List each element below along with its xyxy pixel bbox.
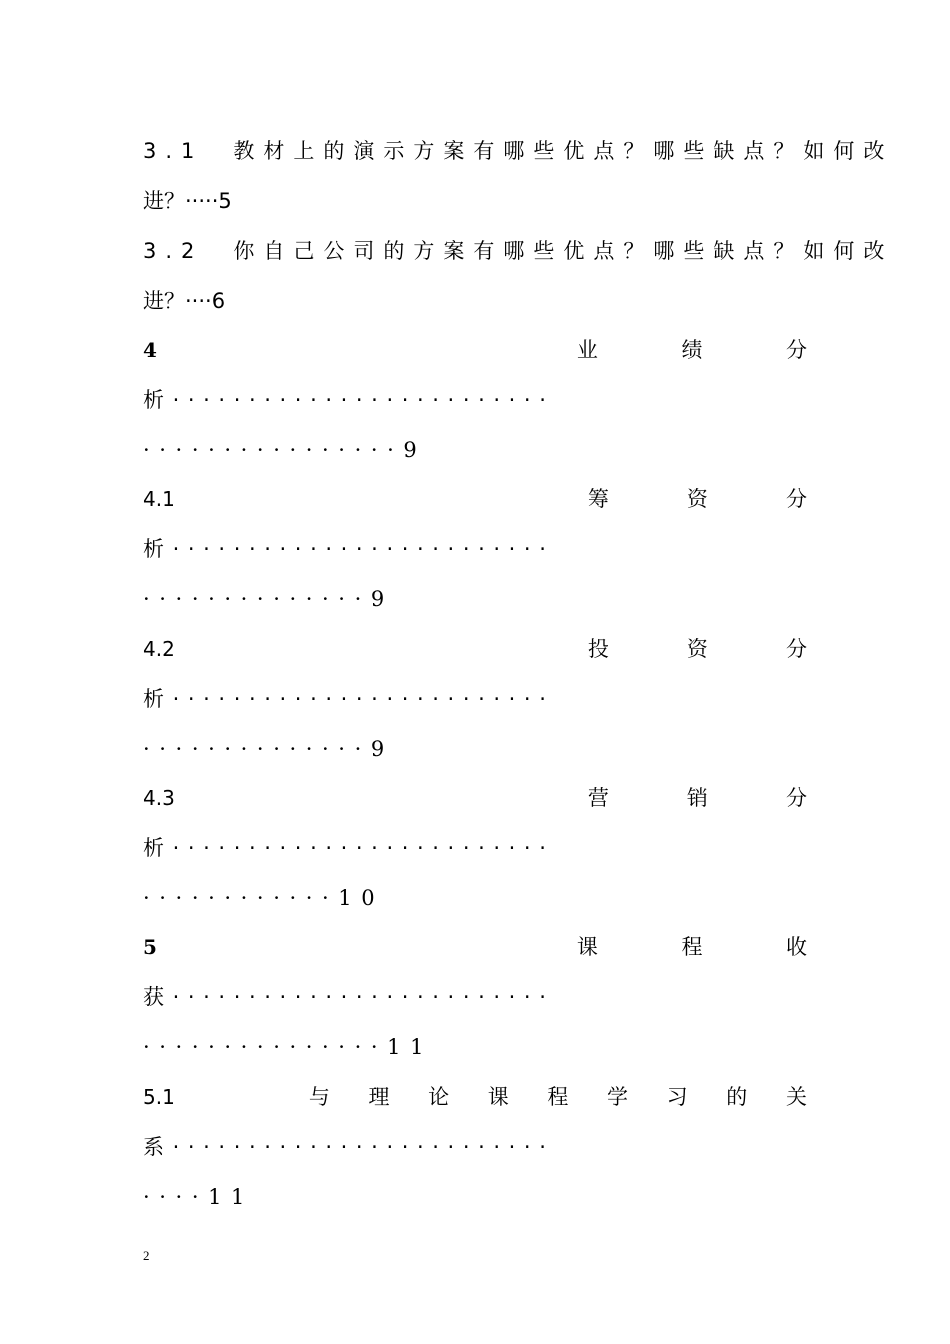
toc-entry-heading bbox=[143, 325, 807, 375]
toc-entry-number: 5 bbox=[143, 935, 157, 959]
leader-page-number: ····11 bbox=[143, 1185, 255, 1209]
toc-entry-heading bbox=[143, 773, 807, 823]
toc-entry-number: 4 bbox=[143, 338, 157, 362]
toc-entry-heading bbox=[143, 624, 807, 674]
title-char: 理 bbox=[368, 1085, 390, 1109]
toc-entry-page-line bbox=[143, 425, 807, 475]
title-char: 营 bbox=[587, 786, 609, 810]
toc-entry-title bbox=[309, 1072, 807, 1122]
toc-entry-page-line bbox=[143, 1172, 807, 1222]
page-number: 2 bbox=[143, 1248, 150, 1263]
leader-page-number: ···············11 bbox=[143, 1035, 434, 1059]
toc-entry-page-line bbox=[143, 873, 807, 923]
title-char: 课 bbox=[487, 1085, 509, 1109]
title-char: 资 bbox=[686, 637, 708, 661]
leader-text: 析························· bbox=[143, 388, 555, 412]
leader-text: 析························· bbox=[143, 836, 555, 860]
title-char: 收 bbox=[785, 935, 807, 959]
toc-entry-heading bbox=[143, 922, 807, 972]
title-char: 资 bbox=[686, 487, 708, 511]
toc-entry-continuation: 进？····6 bbox=[143, 289, 226, 313]
toc-entry-heading bbox=[143, 1072, 807, 1122]
toc-entry-number: 4.3 bbox=[143, 786, 175, 810]
title-char: 分 bbox=[785, 338, 807, 362]
title-char: 关 bbox=[785, 1085, 807, 1109]
toc-entry-page-line bbox=[143, 724, 807, 774]
toc-entry-4-2[interactable] bbox=[143, 624, 807, 774]
toc-entry-leader bbox=[143, 972, 807, 1022]
title-char: 绩 bbox=[681, 338, 703, 362]
title-char: 分 bbox=[786, 637, 807, 661]
toc-entry-3-2[interactable] bbox=[143, 226, 894, 326]
toc-entry-leader bbox=[143, 1122, 807, 1172]
toc-entry-text: 3.2 你自己公司的方案有哪些优点？哪些缺点？如何改 bbox=[143, 239, 894, 263]
leader-text: 获························· bbox=[143, 985, 555, 1009]
title-char: 习 bbox=[666, 1085, 688, 1109]
title-char: 论 bbox=[428, 1085, 450, 1109]
title-char: 程 bbox=[547, 1085, 569, 1109]
toc-entry-4-1[interactable] bbox=[143, 474, 807, 624]
leader-page-number: ················9 bbox=[143, 438, 427, 462]
title-char: 学 bbox=[607, 1085, 629, 1109]
toc-entry-number: 4.2 bbox=[143, 637, 175, 661]
toc-entry-4-3[interactable] bbox=[143, 773, 807, 923]
toc-entry-page-line bbox=[143, 1022, 807, 1072]
leader-text: 析························· bbox=[143, 537, 555, 561]
toc-entry-title bbox=[577, 922, 807, 972]
toc-entry-heading bbox=[143, 474, 807, 524]
toc-entry-number: 4.1 bbox=[143, 487, 175, 511]
title-char: 的 bbox=[726, 1085, 748, 1109]
title-char: 业 bbox=[576, 338, 598, 362]
leader-page-number: ··············9 bbox=[143, 587, 394, 611]
title-char: 分 bbox=[786, 487, 807, 511]
title-char: 筹 bbox=[587, 487, 609, 511]
toc-entry-4[interactable] bbox=[143, 325, 807, 475]
toc-entry-title bbox=[588, 474, 807, 524]
toc-entry-title bbox=[588, 773, 807, 823]
title-char: 程 bbox=[681, 935, 703, 959]
toc-entry-number: 5.1 bbox=[143, 1085, 175, 1109]
leader-text: 系························· bbox=[143, 1135, 555, 1159]
title-char: 与 bbox=[308, 1085, 330, 1109]
toc-entry-leader bbox=[143, 823, 807, 873]
toc-entry-5-1[interactable] bbox=[143, 1072, 807, 1222]
title-char: 课 bbox=[576, 935, 598, 959]
title-char: 销 bbox=[686, 786, 708, 810]
leader-page-number: ··············9 bbox=[143, 737, 394, 761]
toc-entry-leader bbox=[143, 375, 807, 425]
title-char: 投 bbox=[587, 637, 609, 661]
leader-text: 析························· bbox=[143, 687, 555, 711]
toc-entry-leader bbox=[143, 524, 807, 574]
title-char: 分 bbox=[786, 786, 807, 810]
toc-entry-page-line bbox=[143, 574, 807, 624]
toc-entry-title bbox=[588, 624, 807, 674]
toc-entry-continuation: 进？·····5 bbox=[143, 189, 232, 213]
toc-entry-3-1[interactable] bbox=[143, 126, 894, 226]
toc-entry-leader bbox=[143, 674, 807, 724]
toc-entry-title bbox=[577, 325, 807, 375]
toc-entry-5[interactable] bbox=[143, 922, 807, 1072]
leader-page-number: ············10 bbox=[143, 886, 385, 910]
toc-entry-text: 3.1 教材上的演示方案有哪些优点？哪些缺点？如何改 bbox=[143, 139, 894, 163]
